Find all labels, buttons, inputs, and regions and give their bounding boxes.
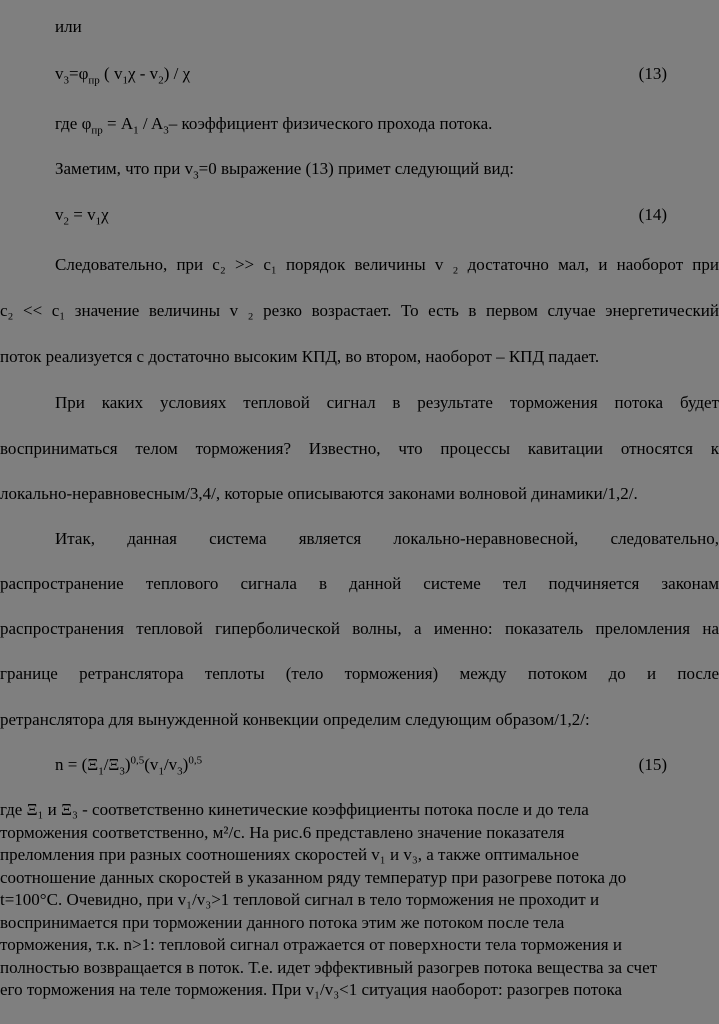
where-phi-line: где $\varphi_{пр} = A_1 / A_3-$ коэффициент физического прохода потока. bbox=[55, 114, 493, 137]
paragraph-3-line-1: Итак, данная система является локально-неравновесной, следовательно, bbox=[55, 529, 719, 548]
tail-line: t=100°С. Очевидно, при v₁/v₃>1 тепловой сигнал в тело торможения не проходит и bbox=[0, 890, 600, 909]
tail-line: полностью возвращается в поток. Т.е. идет эффективный разогрев потока вещества за счет bbox=[0, 957, 658, 977]
tail-line: торможения, т.к. n>1: тепловой сигнал отражается от поверхности тела торможения и bbox=[0, 935, 622, 954]
equation-13-number: (13) bbox=[638, 64, 667, 83]
equation-15-number: (15) bbox=[638, 755, 667, 774]
paragraph-3-line-4: границе ретранслятора теплоты (тело торможения) между потоком до и после bbox=[0, 664, 719, 683]
paragraph-3-line-5: ретранслятора для вынужденной конвекции определим следующим образом/1,2/: bbox=[0, 710, 590, 729]
paragraph-3-line-3: распространения тепловой гиперболической волны, а именно: показатель преломления на bbox=[0, 619, 719, 638]
tail-line: торможения соответственно, м²/с. На рис.6 представлено значение показателя bbox=[0, 822, 565, 842]
paragraph-1-line-3: поток реализуется с достаточно высоким КПД, во втором, наоборот – КПД падает. bbox=[0, 347, 600, 366]
tail-paragraph bbox=[0, 799, 719, 1002]
tail-line: соотношение данных скоростей в указанном ряду температур при разогреве потока до bbox=[0, 867, 627, 887]
paragraph-2-line-1: При каких условиях тепловой сигнал в результате торможения потока будет bbox=[55, 393, 719, 412]
equation-13: $v_3=\varphi_{пр}$ ( $v_1\chi - v_2$) / χ bbox=[55, 64, 191, 87]
equation-14: $v_2 = v_1\chi$ bbox=[55, 205, 109, 228]
note-line: Заметим, что при $v_3=0$ выражение (13) примет следующий вид: bbox=[55, 159, 514, 182]
paragraph-1-line-2: c₂ << c₁ значение величины v ₂ резко возрастает. То есть в первом случае энергетический bbox=[0, 301, 719, 320]
paragraph-3-line-2: распространение теплового сигнала в данной системе тел подчиняется законам bbox=[0, 574, 719, 593]
tail-line: его торможения на теле торможения. При v₁/v₃<1 ситуация наоборот: разогрев потока bbox=[0, 980, 622, 999]
paragraph-2-line-3: локально-неравновесным/3,4/, которые описываются законами волновой динамики/1,2/. bbox=[0, 484, 638, 503]
tail-line: воспринимается при торможении данного потока этим же потоком после тела bbox=[0, 912, 565, 932]
equation-15: $n = (\Xi_1/\Xi_3)^{0,5}(v_1/v_3)^{0,5}$ bbox=[55, 754, 203, 778]
tail-line: преломления при разных соотношениях скоростей v₁ и v₃, а также оптимальное bbox=[0, 845, 579, 864]
text-or: или bbox=[55, 17, 82, 36]
tail-line: где Ξ₁ и Ξ₃ - соответственно кинетические коэффициенты потока после и до тела bbox=[0, 800, 589, 819]
equation-14-number: (14) bbox=[638, 205, 667, 224]
paragraph-2-line-2: восприниматься телом торможения? Известно, что процессы кавитации относятся к bbox=[0, 439, 719, 458]
paragraph-1-line-1: Следовательно, при c₂ >> c₁ порядок величины v ₂ достаточно мал, и наоборот при bbox=[55, 255, 719, 274]
